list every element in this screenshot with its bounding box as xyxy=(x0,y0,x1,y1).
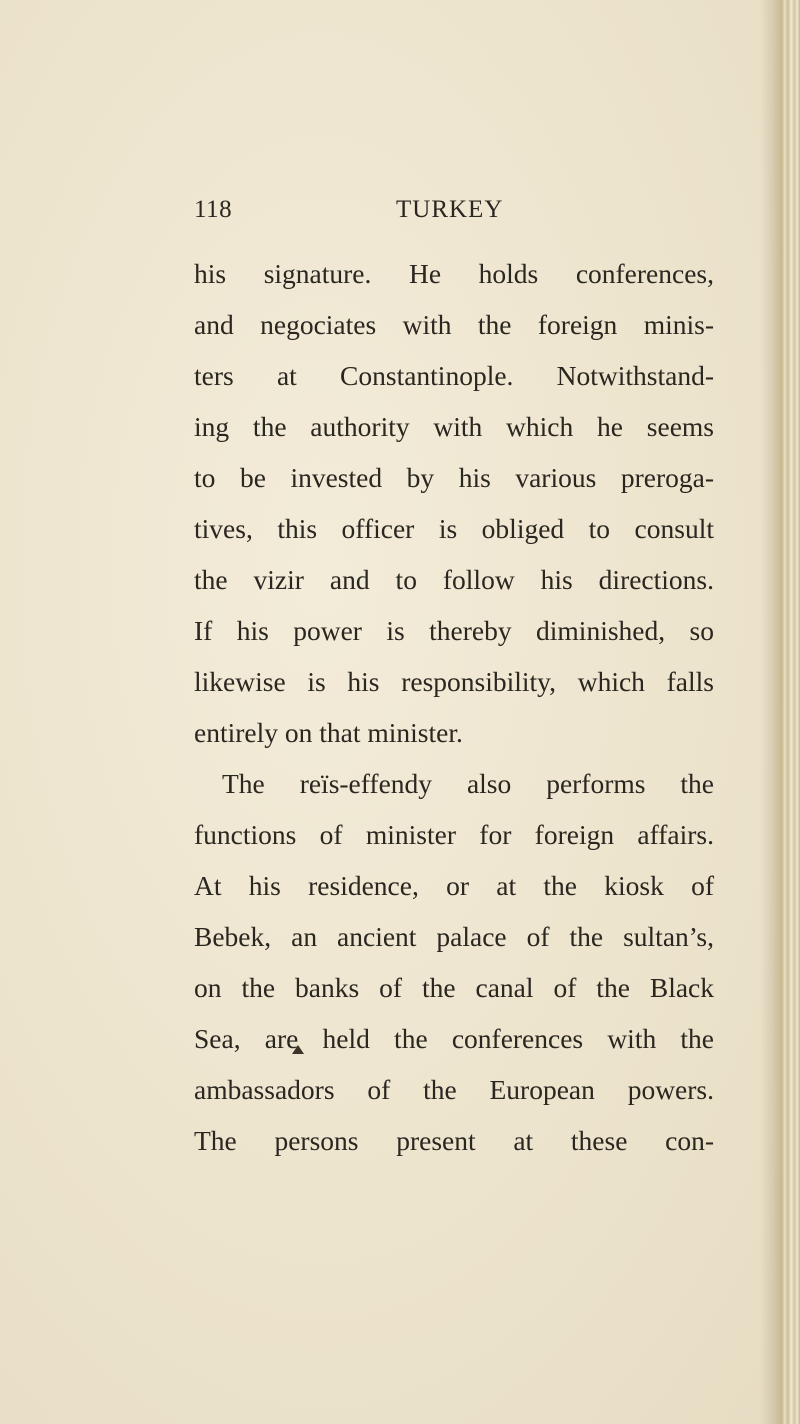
paragraph-start-line: The reïs-effendy also performs the xyxy=(222,768,714,799)
page-number: 118 xyxy=(194,196,233,223)
text-line: ambassadors of the European powers. xyxy=(194,1074,714,1105)
text-line: on the banks of the canal of the Black xyxy=(194,972,714,1003)
text-line: to be invested by his various preroga- xyxy=(194,462,714,493)
text-line: Sea, are held the conferences with the xyxy=(194,1023,714,1054)
text-line: ing the authority with which he seems xyxy=(194,411,714,442)
text-line: his signature. He holds conferences, xyxy=(194,258,714,289)
running-head-title: TURKEY xyxy=(396,196,504,223)
text-line: and negociates with the foreign minis- xyxy=(194,309,714,340)
paragraph-end-line: entirely on that minister. xyxy=(194,717,463,748)
text-line: the vizir and to follow his directions. xyxy=(194,564,714,595)
text-line: The persons present at these con- xyxy=(194,1125,714,1156)
body-text xyxy=(194,248,714,1166)
text-line: functions of minister for foreign affairs. xyxy=(194,819,714,850)
running-head xyxy=(194,196,714,230)
printer-mark xyxy=(292,1045,304,1054)
text-line: If his power is thereby diminished, so xyxy=(194,615,714,646)
text-line: At his residence, or at the kiosk of xyxy=(194,870,714,901)
text-line: ters at Constantinople. Notwithstand- xyxy=(194,360,714,391)
text-line: Bebek, an ancient palace of the sultan’s, xyxy=(194,921,714,952)
text-line: tives, this officer is obliged to consult xyxy=(194,513,714,544)
text-line: likewise is his responsibility, which falls xyxy=(194,666,714,697)
page-binding-edge xyxy=(760,0,800,1424)
